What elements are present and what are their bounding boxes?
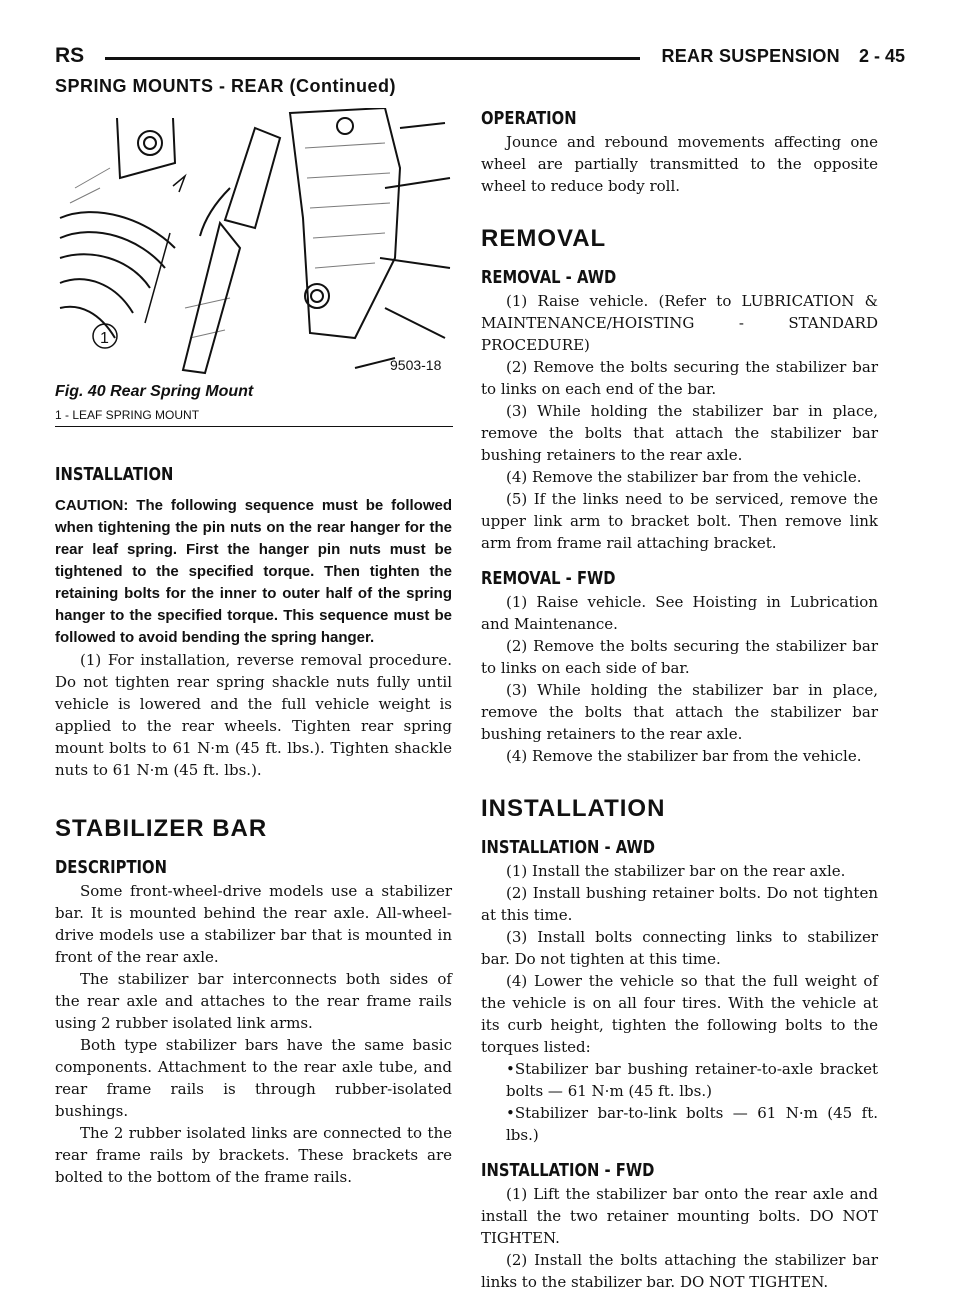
figure-callout: 1 — [100, 330, 109, 347]
figure-rear-spring-mount — [55, 108, 453, 453]
figure-rule — [55, 426, 453, 427]
description-paragraph: Both type stabilizer bars have the same basic components. Attachment to the rear axle tube, and rear frame rails is through rubber-isolated bushings. — [55, 1036, 452, 1120]
figure-legend: 1 - LEAF SPRING MOUNT — [55, 408, 200, 422]
removal-awd-heading: REMOVAL - AWD — [481, 267, 617, 288]
removal-fwd-step: (3) While holding the stabilizer bar in place, remove the bolts that attach the stabilizer bar bushing retainers to the rear axle. — [481, 681, 878, 743]
operation-heading: OPERATION — [481, 108, 577, 129]
removal-awd-step: (1) Raise vehicle. (Refer to LUBRICATION & MAINTENANCE/HOISTING - STANDARD PROCEDURE) — [481, 292, 878, 354]
description-heading: DESCRIPTION — [55, 857, 167, 878]
figure-code: 9503-18 — [390, 357, 442, 373]
stabilizer-bar-heading: STABILIZER BAR — [55, 815, 268, 842]
installation-awd-heading: INSTALLATION - AWD — [481, 837, 656, 858]
description-paragraph: Some front-wheel-drive models use a stabilizer bar. It is mounted behind the rear axle. All-wheel-drive models use a stabilizer bar that is mounted in front of the rear axle. — [55, 882, 452, 966]
installation-awd-step: (2) Install bushing retainer bolts. Do not tighten at this time. — [481, 884, 878, 924]
header-rule — [105, 57, 640, 60]
removal-awd-step: (3) While holding the stabilizer bar in place, remove the bolts that attach the stabilizer bar bushing retainers to the rear axle. — [481, 402, 878, 464]
description-paragraph: The 2 rubber isolated links are connected to the rear frame rails by brackets. These brackets are bolted to the bottom of the frame rails. — [55, 1124, 452, 1186]
description-paragraph: The stabilizer bar interconnects both sides of the rear axle and attaches to the rear frame rails using 2 rubber isolated link arms. — [55, 970, 452, 1032]
installation-awd-step: (1) Install the stabilizer bar on the rear axle. — [506, 862, 846, 880]
removal-fwd-step: (1) Raise vehicle. See Hoisting in Lubrication and Maintenance. — [481, 593, 878, 633]
right-column — [481, 96, 878, 1293]
caution-text: CAUTION: The following sequence must be followed when tightening the pin nuts on the rear hanger for the rear leaf spring. First the hanger pin nuts must be tightened to the specified torque. Then tighten the retaining bolts for the inner to outer half of the spring hanger to the specified torque. This sequence must be followed to avoid bending the spring hanger. — [55, 497, 452, 646]
installation-fwd-step: (2) Install the bolts attaching the stabilizer bar links to the stabilizer bar. DO NOT TIGHTEN. — [481, 1251, 878, 1291]
figure-caption: Fig. 40 Rear Spring Mount — [55, 383, 254, 400]
installation-main-heading: INSTALLATION — [481, 795, 666, 822]
page-number: 2 - 45 — [858, 46, 905, 66]
removal-awd-step: (2) Remove the bolts securing the stabilizer bar to links on each end of the bar. — [481, 358, 878, 398]
removal-fwd-heading: REMOVAL - FWD — [481, 568, 616, 589]
removal-fwd-step: (4) Remove the stabilizer bar from the vehicle. — [506, 747, 862, 765]
installation-awd-step: (4) Lower the vehicle so that the full weight of the vehicle is on all four tires. With the vehicle at its curb height, tighten the following bolts to the torques listed: — [481, 972, 878, 1056]
removal-fwd-step: (2) Remove the bolts securing the stabilizer bar to links on each side of bar. — [481, 637, 878, 677]
left-column — [55, 446, 452, 1188]
removal-awd-step: (4) Remove the stabilizer bar from the vehicle. — [506, 468, 862, 486]
installation-fwd-heading: INSTALLATION - FWD — [481, 1160, 655, 1181]
installation-heading: INSTALLATION — [55, 464, 174, 485]
torque-bullet: •Stabilizer bar bushing retainer-to-axle bracket bolts — 61 N·m (45 ft. lbs.) — [506, 1060, 878, 1100]
spring-mount-illustration — [55, 108, 453, 378]
torque-bullet: •Stabilizer bar-to-link bolts — 61 N·m (45 ft. lbs.) — [506, 1104, 878, 1144]
install-step: (1) For installation, reverse removal procedure. Do not tighten rear spring shackle nuts fully until vehicle is lowered and the full vehicle weight is applied to the rear wheels. Tighten rear spring mount bolts to 61 N·m (45 ft. lbs.). Tighten shackle nuts to 61 N·m (45 ft. lbs.). — [55, 651, 452, 779]
removal-heading: REMOVAL — [481, 225, 607, 252]
section-code: RS — [55, 44, 85, 67]
section-title: REAR SUSPENSION — [661, 46, 840, 66]
operation-text: Jounce and rebound movements affecting one wheel are partially transmitted to the opposite wheel to reduce body roll. — [481, 133, 878, 195]
page-header — [55, 44, 905, 76]
installation-fwd-step: (1) Lift the stabilizer bar onto the rear axle and install the two retainer mounting bolts. DO NOT TIGHTEN. — [481, 1185, 878, 1247]
continued-heading: SPRING MOUNTS - REAR (Continued) — [55, 76, 396, 96]
removal-awd-step: (5) If the links need to be serviced, remove the upper link arm to bracket bolt. Then remove link arm from frame rail attaching bracket. — [481, 490, 878, 552]
installation-awd-step: (3) Install bolts connecting links to stabilizer bar. Do not tighten at this time. — [481, 928, 878, 968]
